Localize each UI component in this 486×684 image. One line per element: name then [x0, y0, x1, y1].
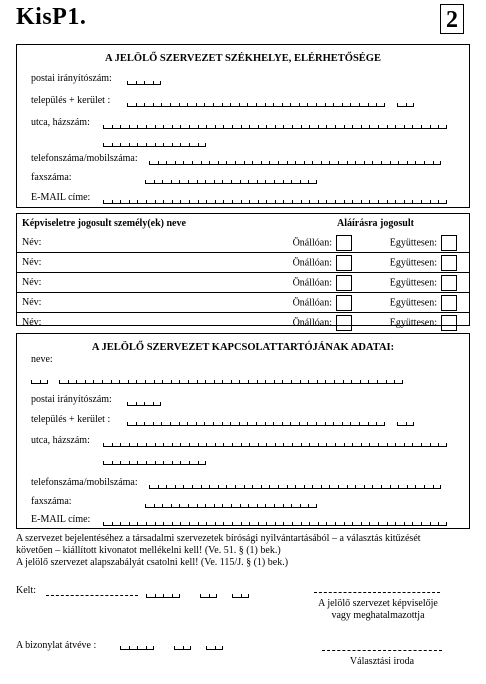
- seat-title: A JELÖLŐ SZERVEZET SZÉKHELYE, ELÉRHETŐSÉGE: [105, 53, 381, 64]
- seat-street-field-2[interactable]: [103, 139, 206, 147]
- alone-label: Önállóan:: [292, 256, 332, 268]
- seat-email-field[interactable]: [103, 196, 447, 204]
- representative-name-label: Név:: [22, 237, 42, 248]
- signature-label-1: A jelölő szervezet képviselője: [318, 598, 438, 609]
- contact-section: [16, 333, 470, 529]
- contact-phone-field[interactable]: [149, 481, 441, 489]
- contact-city-label: település + kerület :: [31, 414, 111, 425]
- note-line-1: A szervezet bejelentéséhez a társadalmi szervezetek bírósági nyilvántartásából – a választás kitűzését: [16, 533, 421, 544]
- contact-email-field[interactable]: [103, 518, 447, 526]
- seat-street-label: utca, házszám:: [31, 117, 90, 128]
- contact-postal-field[interactable]: [127, 398, 161, 406]
- seat-postal-label: postai irányítószám:: [31, 73, 112, 84]
- representatives-section: [16, 213, 470, 326]
- kelt-day-field[interactable]: [232, 590, 249, 598]
- office-label: Választási iroda: [349, 656, 415, 667]
- alone-label: Önállóan:: [292, 236, 332, 248]
- kelt-month-field[interactable]: [200, 590, 217, 598]
- alone-checkbox[interactable]: [336, 275, 352, 291]
- contact-postal-label: postai irányítószám:: [31, 394, 112, 405]
- representative-row: [17, 273, 469, 293]
- signature-line[interactable]: [314, 592, 440, 593]
- jointly-checkbox[interactable]: [441, 295, 457, 311]
- notes-block: [16, 533, 476, 569]
- contact-name-label: neve:: [31, 354, 53, 365]
- seat-district-field[interactable]: [397, 99, 414, 107]
- alone-checkbox[interactable]: [336, 295, 352, 311]
- jointly-checkbox[interactable]: [441, 255, 457, 271]
- representatives-table: [17, 233, 469, 332]
- contact-street-field-2[interactable]: [103, 457, 206, 465]
- contact-street-label: utca, házszám:: [31, 435, 90, 446]
- kelt-year-field[interactable]: [146, 590, 180, 598]
- seat-postal-field[interactable]: [127, 77, 161, 85]
- page-number: 2: [440, 4, 464, 34]
- representative-row: [17, 293, 469, 313]
- form-code: KisP1.: [16, 4, 87, 30]
- contact-title: A JELÖLŐ SZERVEZET KAPCSOLATTARTÓJÁNAK ADATAI:: [91, 342, 395, 353]
- seat-city-field[interactable]: [127, 99, 385, 107]
- representative-name-label: Név:: [22, 317, 42, 328]
- receipt-day-field[interactable]: [206, 642, 223, 650]
- contact-city-field[interactable]: [127, 418, 385, 426]
- representative-name-label: Név:: [22, 257, 42, 268]
- jointly-checkbox[interactable]: [441, 235, 457, 251]
- jointly-checkbox[interactable]: [441, 315, 457, 331]
- seat-phone-field[interactable]: [149, 157, 441, 165]
- receipt-label: A bizonylat átvéve :: [16, 640, 97, 651]
- seat-fax-label: faxszáma:: [31, 172, 72, 183]
- representatives-name-header: Képviseletre jogosult személy(ek) neve: [22, 218, 186, 229]
- seat-fax-field[interactable]: [145, 176, 317, 184]
- representative-row: [17, 313, 469, 333]
- jointly-label: Együttesen:: [389, 296, 437, 308]
- receipt-year-field[interactable]: [120, 642, 154, 650]
- seat-city-label: település + kerület :: [31, 95, 111, 106]
- signature-label-2: vagy meghatalmazottja: [331, 610, 425, 621]
- note-line-3: A jelölő szervezet alapszabályát csatolni kell! (Ve. 115/J. § (1) bek.): [16, 557, 289, 568]
- contact-email-label: E-MAIL címe:: [31, 514, 91, 525]
- seat-street-field[interactable]: [103, 121, 447, 129]
- alone-label: Önállóan:: [292, 316, 332, 328]
- representative-name-label: Név:: [22, 277, 42, 288]
- seat-phone-label: telefonszáma/mobilszáma:: [31, 153, 138, 164]
- representative-row: [17, 253, 469, 273]
- jointly-label: Együttesen:: [389, 316, 437, 328]
- receipt-month-field[interactable]: [174, 642, 191, 650]
- contact-name-field[interactable]: [59, 376, 403, 384]
- alone-checkbox[interactable]: [336, 255, 352, 271]
- jointly-label: Együttesen:: [389, 276, 437, 288]
- representatives-sign-header: Aláírásra jogosult: [337, 218, 414, 229]
- contact-fax-field[interactable]: [145, 500, 317, 508]
- contact-street-field[interactable]: [103, 439, 447, 447]
- jointly-checkbox[interactable]: [441, 275, 457, 291]
- kelt-label: Kelt:: [16, 585, 36, 596]
- seat-section: [16, 44, 470, 208]
- contact-fax-label: faxszáma:: [31, 496, 72, 507]
- alone-label: Önállóan:: [292, 276, 332, 288]
- representative-name-label: Név:: [22, 297, 42, 308]
- contact-district-field[interactable]: [397, 418, 414, 426]
- alone-checkbox[interactable]: [336, 235, 352, 251]
- contact-phone-label: telefonszáma/mobilszáma:: [31, 477, 138, 488]
- jointly-label: Együttesen:: [389, 236, 437, 248]
- kelt-place-field[interactable]: [46, 595, 138, 596]
- seat-email-label: E-MAIL címe:: [31, 192, 91, 203]
- contact-name-prefix-field[interactable]: [31, 376, 48, 384]
- alone-label: Önállóan:: [292, 296, 332, 308]
- jointly-label: Együttesen:: [389, 256, 437, 268]
- representative-row: [17, 233, 469, 253]
- office-signature-line[interactable]: [322, 650, 442, 651]
- alone-checkbox[interactable]: [336, 315, 352, 331]
- note-line-2: követően – kiállított kivonatot mellékelni kell! (Ve. 51. § (1) bek.): [16, 545, 281, 556]
